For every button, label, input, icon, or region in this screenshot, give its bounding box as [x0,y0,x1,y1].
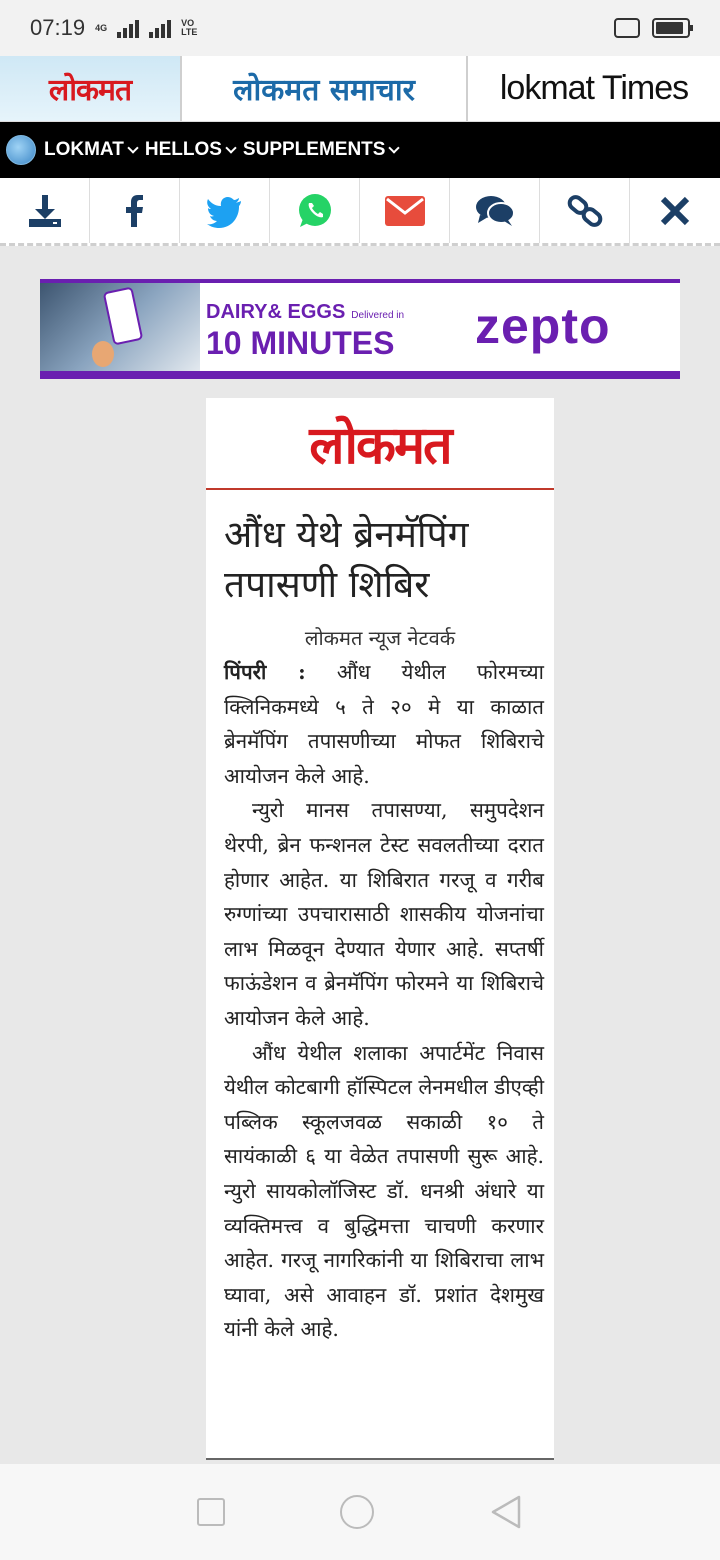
download-icon [25,191,65,231]
chevron-down-icon [225,142,236,153]
recent-apps-button[interactable] [197,1498,225,1526]
share-bar [0,178,720,246]
ad-brand-logo: zepto [475,298,611,354]
status-bar [0,0,720,56]
nav-bar [0,122,720,178]
nav-item-label: SUPPLEMENTS [242,139,386,160]
paragraph-1 [224,655,544,793]
home-button[interactable] [340,1495,374,1529]
system-nav-bar [0,1464,720,1560]
close-icon [658,194,692,228]
news-clipping [206,398,554,1460]
ad-line2: 10 MINUTES [206,325,395,361]
egg-icon [92,341,114,367]
nav-item-lokmat[interactable] [44,139,137,161]
ad-text [206,301,486,362]
chevron-down-icon [127,142,138,153]
comment-icon [474,193,516,229]
globe-icon[interactable] [6,135,36,165]
tab-lokmat[interactable] [0,56,182,121]
tab-lokmat-samachar[interactable] [182,56,468,121]
nav-item-label: HELLOS [144,139,222,160]
comment-button[interactable] [450,178,540,243]
dateline: पिंपरी : [224,660,306,684]
nav-item-label: LOKMAT [44,139,124,160]
nav-item-supplements[interactable] [243,139,399,161]
ad-banner[interactable] [40,279,680,379]
paragraph-3: औंध येथील शलाका अपार्टमेंट निवास येथील कोटबागी हॉस्पिटल लेनमधील डीएव्ही पब्लिक स्कूलजवळ सकाळी १० ते सायंकाळी ६ या वेळेत तपासणी सुरू आहे. न्युरो सायकोलॉजिस्ट डॉ. धनश्री अंधारे या व्यक्तिमत्त्व व बुद्धिमत्ता चाचणी करणार आहेत. गरजू नागरिकांनी या शिबिराचा लाभ घ्यावा, असे आवाहन डॉ. प्रशांत देशमुख यांनी केले आहे. [224,1040,544,1342]
facebook-share-button[interactable] [90,178,180,243]
vibrate-icon [614,18,640,38]
phone-icon [103,286,144,345]
network-type-4g: 4G [95,22,108,33]
paragraph-1-text: औंध येथील फोरमच्या क्लिनिकमध्ये ५ ते २० मे या काळात ब्रेनमॅपिंग तपासणीच्या मोफत शिबिराचे आयोजन केले आहे. [224,660,544,788]
battery-icon [652,18,690,38]
download-button[interactable] [0,178,90,243]
whatsapp-icon [294,190,336,232]
lokmat-times-logo: lokmat Times [499,69,689,107]
link-icon [565,191,605,231]
ad-small-text: Delivered in [351,310,405,321]
twitter-share-button[interactable] [180,178,270,243]
signal-icon [117,18,139,38]
signal-icon-2 [149,18,171,38]
clipping-header [206,398,554,490]
nav-item-hellos[interactable] [145,139,235,161]
brand-tabs [0,56,720,122]
status-left [30,15,207,41]
clipping-body [206,651,554,1347]
facebook-icon [115,191,155,231]
ad-line1: DAIRY& EGGS [206,301,346,323]
whatsapp-share-button[interactable] [270,178,360,243]
lokmat-samachar-logo: लोकमत समाचार [233,73,415,108]
chevron-down-icon [389,142,400,153]
ad-image [40,283,200,371]
status-time: 07:19 [30,15,86,40]
email-icon [384,194,426,228]
ad-headline [206,301,486,324]
status-right [614,18,690,38]
lokmat-logo: लोकमत [48,73,132,108]
close-button[interactable] [630,178,720,243]
paragraph-2: न्युरो मानस तपासण्या, समुपदेशन थेरपी, ब्रेन फन्शनल टेस्ट सवलतीच्या दरात होणार आहेत. या शिबिरात गरजू व गरीब रुग्णांच्या उपचारासाठी शासकीय योजनांचा लाभ मिळवून देण्यात येणार आहे. सप्तर्षी फाऊंडेशन व ब्रेनमॅपिंग फोरमने या शिबिराचे आयोजन केले आहे. [224,798,544,1030]
tab-lokmat-times[interactable] [468,56,720,121]
clipping-logo: लोकमत [309,414,451,476]
twitter-icon [205,191,245,231]
clipping-byline: लोकमत न्यूज नेटवर्क [304,626,456,650]
copy-link-button[interactable] [540,178,630,243]
network-type-volte: VO LTE [181,18,198,37]
clipping-title: औंध येथे ब्रेनमॅपिंग तपासणी शिबिर [224,513,469,606]
email-share-button[interactable] [360,178,450,243]
back-button[interactable] [489,1494,523,1530]
